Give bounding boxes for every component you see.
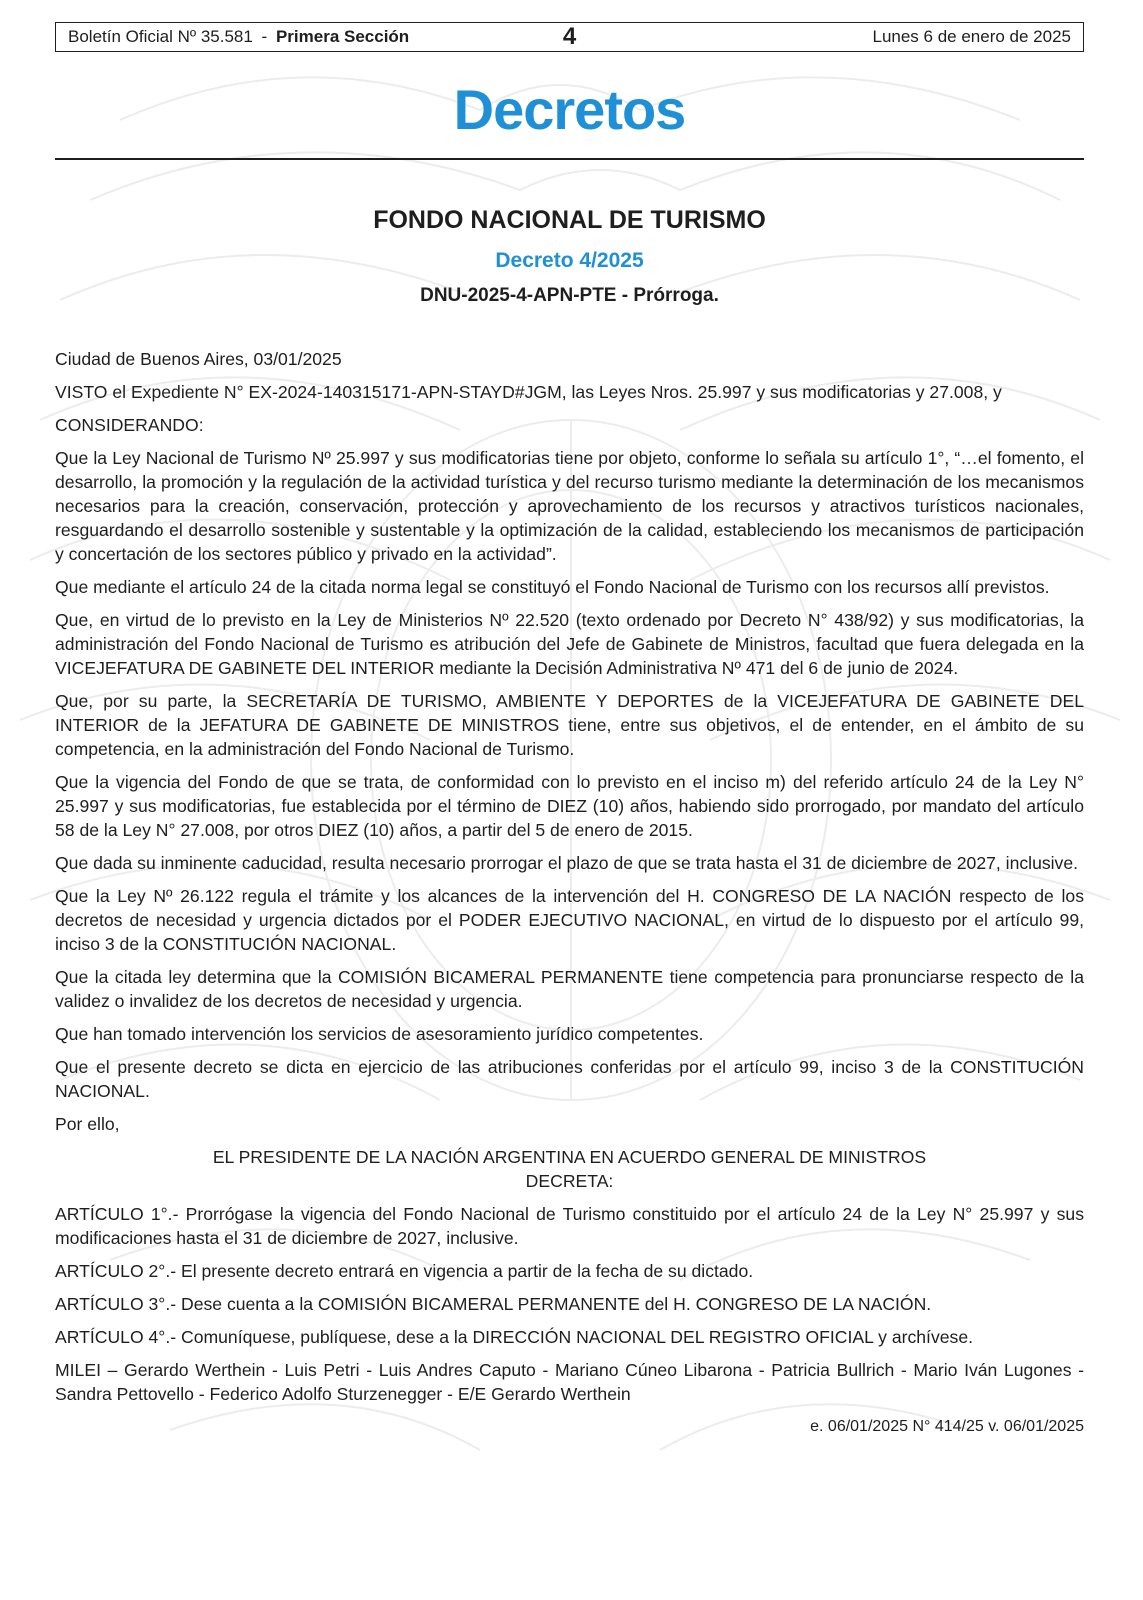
page-header: [55, 22, 1084, 52]
bulletin-date: Lunes 6 de enero de 2025: [872, 27, 1071, 46]
considerando-paragraph: Que mediante el artículo 24 de la citada norma legal se constituyó el Fondo Nacional de Turismo con los recursos allí previstos.: [55, 577, 1050, 597]
bulletin-number: Boletín Oficial Nº 35.581: [68, 27, 253, 46]
considerando-paragraph: Que han tomado intervención los servicios de asesoramiento jurídico competentes.: [55, 1024, 704, 1044]
considerando-paragraph: Que la citada ley determina que la COMISIÓN BICAMERAL PERMANENTE tiene competencia para pronunciarse respecto de la validez o invalidez de los decretos de necesidad y urgencia.: [55, 967, 1084, 1011]
decree-body: [55, 347, 1084, 1439]
decree-code: DNU-2025-4-APN-PTE - Prórroga.: [420, 285, 719, 306]
considerando-paragraph: Que, en virtud de lo previsto en la Ley de Ministerios Nº 22.520 (texto ordenado por Decreto N° 438/92) y sus modificatorias, la administración del Fondo Nacional de Turismo es atribución del Jefe de Gabinete de Ministros, facultad que fuera delegada en la VICEJEFATURA DE GABINETE DEL INTERIOR mediante la Decisión Administrativa Nº 471 del 6 de junio de 2024.: [55, 610, 1084, 678]
page-number: 4: [562, 23, 577, 50]
signatures: MILEI – Gerardo Werthein - Luis Petri - Luis Andres Caputo - Mariano Cúneo Libarona - Patricia Bullrich - Mario Iván Lugones - Sandra Pettovello - Federico Adolfo Sturzenegger - E/E Gerardo Werthein: [55, 1360, 1084, 1404]
bulletin-info: [68, 27, 409, 47]
article-4: ARTÍCULO 4°.- Comuníquese, publíquese, dese a la DIRECCIÓN NACIONAL DEL REGISTRO OFICIAL y archívese.: [55, 1327, 974, 1347]
article-3: ARTÍCULO 3°.- Dese cuenta a la COMISIÓN BICAMERAL PERMANENTE del H. CONGRESO DE LA NACIÓN.: [55, 1294, 932, 1314]
place-date: Ciudad de Buenos Aires, 03/01/2025: [55, 349, 342, 369]
decree-organism: FONDO NACIONAL DE TURISMO: [373, 206, 766, 234]
bulletin-page: [55, 22, 1084, 1439]
decreeing-authority: [55, 1145, 1084, 1193]
considerando-paragraph: Que el presente decreto se dicta en ejercicio de las atribuciones conferidas por el artículo 99, inciso 3 de la CONSTITUCIÓN NACIONAL.: [55, 1057, 1084, 1101]
considerando-paragraph: Que dada su inminente caducidad, resulta necesario prorrogar el plazo de que se trata hasta el 31 de diciembre de 2027, inclusive.: [55, 853, 1079, 873]
considerando-paragraph: Que, por su parte, la SECRETARÍA DE TURISMO, AMBIENTE Y DEPORTES de la VICEJEFATURA DE GABINETE DEL INTERIOR de la JEFATURA DE GABINETE DE MINISTROS tiene, entre sus objetivos, el de entender, en el ámbito de su competencia, en la administración del Fondo Nacional de Turismo.: [55, 691, 1084, 759]
considerando-label: CONSIDERANDO:: [55, 415, 204, 435]
visto-paragraph: VISTO el Expediente N° EX-2024-140315171-APN-STAYD#JGM, las Leyes Nros. 25.997 y sus modificatorias y 27.008, y: [55, 382, 1002, 402]
bulletin-section: Primera Sección: [275, 27, 410, 46]
considerando-paragraph: Que la Ley Nacional de Turismo Nº 25.997 y sus modificatorias tiene por objeto, conforme lo señala su artículo 1°, “…el fomento, el desarrollo, la promoción y la regulación de la actividad turística y del recurso turismo mediante la determinación de los mecanismos necesarios para la creación, conservación, protección y aprovechamiento de los recursos y atractivos turísticos nacionales, resguardando el desarrollo sostenible y sustentable y la optimización de la calidad, estableciendo los mecanismos de participación y concertación de los sectores público y privado en la actividad”.: [55, 448, 1084, 564]
considerando-paragraph: Que la vigencia del Fondo de que se trata, de conformidad con lo previsto en el inciso m) del referido artículo 24 de la Ley N° 25.997 y sus modificatorias, fue establecida por el término de DIEZ (10) años, habiendo sido prorrogado, por mandato del artículo 58 de la Ley N° 27.008, por otros DIEZ (10) años, a partir del 5 de enero de 2015.: [55, 772, 1084, 840]
publication-reference: e. 06/01/2025 N° 414/25 v. 06/01/2025: [810, 1418, 1084, 1435]
considerando-paragraph: Que la Ley Nº 26.122 regula el trámite y los alcances de la intervención del H. CONGRESO DE LA NACIÓN respecto de los decretos de necesidad y urgencia dictados por el PODER EJECUTIVO NACIONAL, en virtud de lo dispuesto por el artículo 99, inciso 3 de la CONSTITUCIÓN NACIONAL.: [55, 886, 1084, 954]
authority-line: EL PRESIDENTE DE LA NACIÓN ARGENTINA EN ACUERDO GENERAL DE MINISTROS: [212, 1147, 927, 1167]
header-separator: -: [261, 27, 268, 46]
por-ello: Por ello,: [55, 1114, 120, 1134]
section-title: Decretos: [453, 78, 686, 141]
article-2: ARTÍCULO 2°.- El presente decreto entrará en vigencia a partir de la fecha de su dictado.: [55, 1261, 754, 1281]
section-divider: [55, 158, 1084, 160]
article-1: ARTÍCULO 1°.- Prorrógase la vigencia del Fondo Nacional de Turismo constituido por el artículo 24 de la Ley N° 25.997 y sus modificaciones hasta el 31 de diciembre de 2027, inclusive.: [55, 1204, 1084, 1248]
decreta-line: DECRETA:: [525, 1171, 614, 1191]
decree-number: Decreto 4/2025: [495, 249, 644, 272]
